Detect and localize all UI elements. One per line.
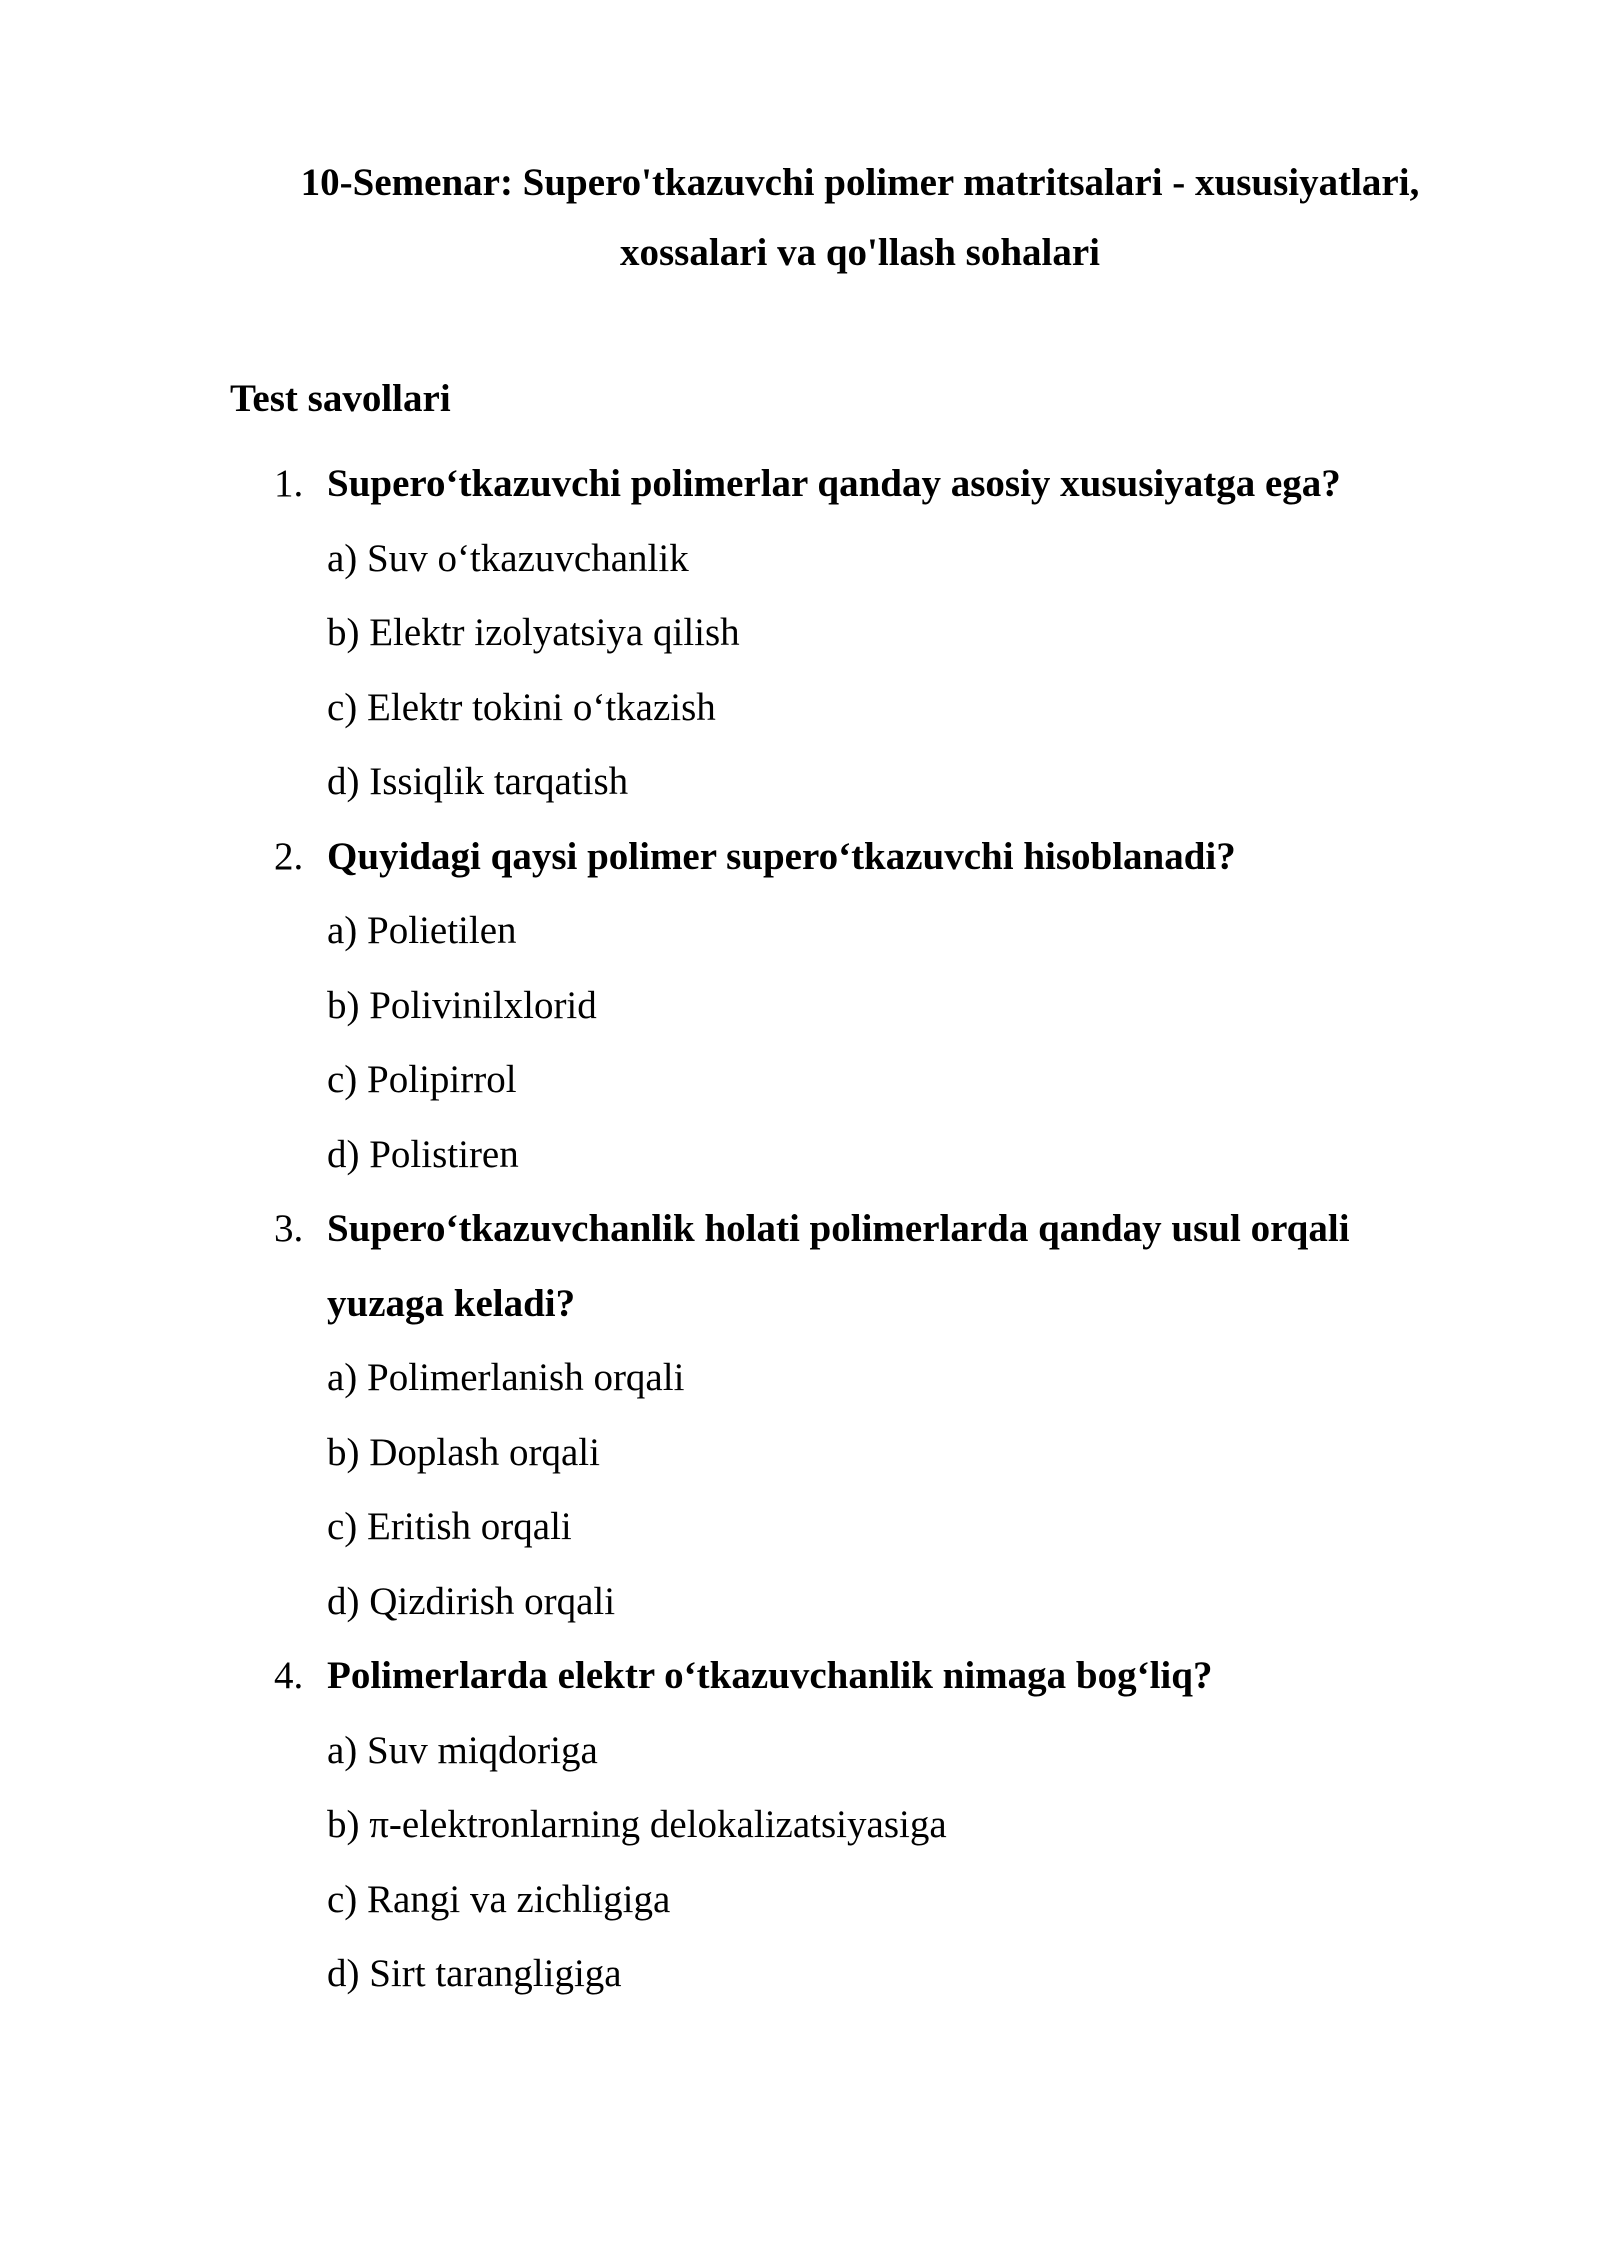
answer-options	[0, 1341, 1600, 1639]
question-number: 2.	[274, 834, 304, 878]
answer-options	[0, 522, 1600, 820]
answer-option-c: c) Polipirrol	[327, 1058, 517, 1101]
answer-option-d: d) Polistiren	[327, 1132, 519, 1176]
question-text-line: Supero‘tkazuvchi polimerlar qanday asosiy xususiyatga ega?	[327, 462, 1341, 505]
answer-option-c: c) Elektr tokini o‘tkazish	[327, 685, 716, 729]
answer-options	[0, 1714, 1600, 2012]
answer-option-a: a) Suv miqdoriga	[327, 1728, 598, 1772]
answer-option-a: a) Suv o‘tkazuvchanlik	[327, 536, 689, 580]
question-number: 1.	[274, 462, 304, 505]
answer-option-a: a) Polimerlanish orqali	[327, 1356, 685, 1399]
title-line-2: xossalari va qo'llash sohalari	[620, 231, 1100, 274]
answer-option-c: c) Rangi va zichligiga	[327, 1877, 671, 1921]
question-1	[0, 447, 1600, 820]
answer-option-b: b) Doplash orqali	[327, 1430, 600, 1474]
answer-option-b: b) Elektr izolyatsiya qilish	[327, 611, 740, 654]
answer-option-c: c) Eritish orqali	[327, 1505, 572, 1548]
question-4	[0, 1639, 1600, 2012]
question-text-line: Supero‘tkazuvchanlik holati polimerlarda qanday usul orqali	[327, 1207, 1350, 1250]
question-text-line: Polimerlarda elektr o‘tkazuvchanlik nimaga bog‘liq?	[327, 1654, 1213, 1697]
section-heading: Test savollari	[230, 377, 451, 420]
question-text	[327, 447, 1600, 522]
answer-option-b: b) π-elektronlarning delokalizatsiyasiga	[327, 1803, 947, 1846]
answer-option-d: d) Sirt tarangligiga	[327, 1952, 622, 1995]
question-text	[327, 1639, 1600, 1714]
answer-option-b: b) Polivinilxlorid	[327, 983, 597, 1027]
question-3	[0, 1192, 1600, 1639]
question-text	[327, 820, 1600, 895]
question-text	[327, 1192, 1600, 1341]
document-title	[230, 148, 1490, 288]
question-list	[0, 447, 1600, 2012]
question-2	[0, 820, 1600, 1193]
answer-option-a: a) Polietilen	[327, 909, 517, 952]
question-text-line: yuzaga keladi?	[327, 1281, 576, 1325]
title-line-1: 10-Semenar: Supero'tkazuvchi polimer matritsalari - xususiyatlari,	[300, 161, 1420, 204]
answer-option-d: d) Qizdirish orqali	[327, 1579, 616, 1623]
question-text-line: Quyidagi qaysi polimer supero‘tkazuvchi hisoblanadi?	[327, 834, 1236, 878]
answer-options	[0, 894, 1600, 1192]
question-number: 4.	[274, 1654, 304, 1697]
answer-option-d: d) Issiqlik tarqatish	[327, 760, 629, 803]
question-number: 3.	[274, 1207, 304, 1250]
